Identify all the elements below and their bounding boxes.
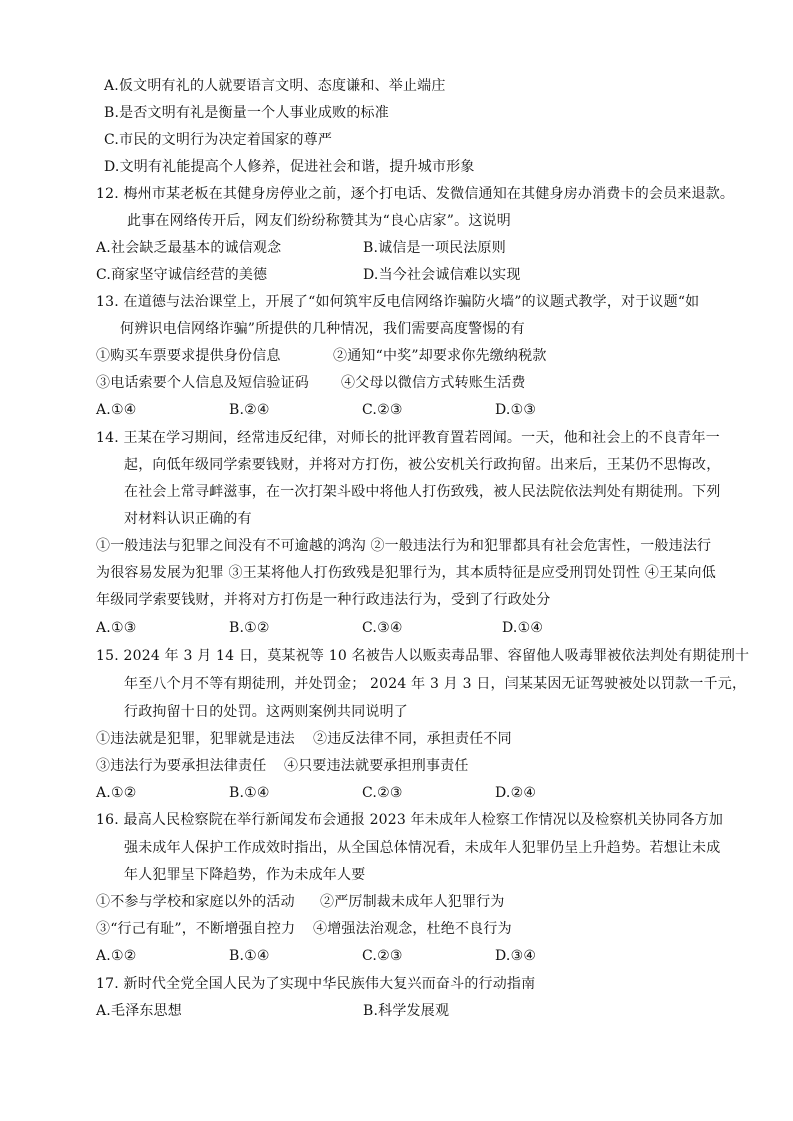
q15-stem-line1: 15. 2024 年 3 月 14 日，莫某祝等 10 名被告人以贩卖毒品罪、容留他人吸毒罪被依法判处有期徒刑十 [96, 648, 750, 664]
q16-option-a: A.①② [96, 948, 137, 964]
q13-option-c: C.②③ [362, 402, 403, 418]
q13-statement-2: ②通知“中奖”却要求你先缴纳税款 [333, 348, 547, 364]
q11-option-b: B.是否文明有礼是衡量一个人事业成败的标准 [104, 105, 389, 121]
q11-option-c: C.市民的文明行为决定着国家的尊严 [104, 132, 333, 148]
q17-stem-line1: 17. 新时代全党全国人民为了实现中华民族伟大复兴而奋斗的行动指南 [96, 976, 536, 992]
q16-statement-2: ②严厉制裁未成年人犯罪行为 [320, 894, 505, 910]
q14-stem-line1: 14. 王某在学习期间，经常违反纪律，对师长的批评教育置若罔闻。一天，他和社会上的不良青年一 [96, 430, 720, 446]
q15-option-b: B.①④ [229, 785, 270, 801]
q15-statement-3: ③违法行为要承担法律责任 [96, 758, 267, 774]
q13-statement-1: ①购买车票要求提供身份信息 [96, 348, 281, 364]
q17-option-b: B.科学发展观 [363, 1003, 450, 1019]
q16-option-d: D.③④ [495, 948, 537, 964]
q14-stem-line3: 在社会上常寻衅滋事，在一次打架斗殴中将他人打伤致残，被人民法院依法判处有期徒刑。下列 [124, 484, 721, 500]
q14-option-a: A.①③ [96, 620, 137, 636]
q13-option-b: B.②④ [229, 402, 270, 418]
q15-option-a: A.①② [96, 785, 137, 801]
q13-stem-line2: 何辨识电信网络诈骗”所提供的几种情况，我们需要高度警惕的有 [120, 321, 525, 337]
q15-option-c: C.②③ [362, 785, 403, 801]
q15-stem-line3: 行政拘留十日的处罚。这两则案例共同说明了 [124, 704, 408, 720]
q14-option-b: B.①② [229, 620, 270, 636]
q13-statement-4: ④父母以微信方式转账生活费 [341, 375, 526, 391]
q13-option-d: D.①③ [495, 402, 537, 418]
q12-option-d: D.当今社会诚信难以实现 [363, 267, 521, 283]
q12-option-a: A.社会缺乏最基本的诚信观念 [96, 240, 282, 256]
q14-statements-line3: 年级同学索要钱财，并将对方打伤是一种行政违法行为，受到了行政处分 [96, 592, 551, 608]
q13-statement-3: ③电话索要个人信息及短信验证码 [96, 375, 309, 391]
q14-option-d: D.①④ [502, 620, 544, 636]
q14-option-c: C.③④ [362, 620, 403, 636]
q14-stem-line4: 对材料认识正确的有 [124, 511, 252, 527]
q15-statement-1: ①违法就是犯罪，犯罪就是违法 [96, 731, 295, 747]
q14-stem-line2: 起，向低年级同学索要钱财，并将对方打伤，被公安机关行政拘留。出来后，王某仍不思悔改， [124, 457, 721, 473]
q16-stem-line1: 16. 最高人民检察院在举行新闻发布会通报 2023 年未成年人检察工作情况以及检察机关协同各方加 [96, 812, 724, 828]
q16-statement-4: ④增强法治观念，杜绝不良行为 [313, 921, 512, 937]
q13-option-a: A.①④ [96, 402, 137, 418]
q11-option-d: D.文明有礼能提高个人修养，促进社会和谐，提升城市形象 [104, 159, 475, 175]
q13-stem-line1: 13. 在道德与法治课堂上，开展了“如何筑牢反电信网络诈骗防火墙”的议题式教学，对于议题“如 [96, 294, 700, 310]
q12-option-b: B.诚信是一项民法原则 [363, 240, 506, 256]
q12-option-c: C.商家坚守诚信经营的美德 [96, 267, 268, 283]
q16-option-b: B.①④ [229, 948, 270, 964]
q16-statement-3: ③“行己有耻”，不断增强自控力 [96, 921, 296, 937]
q16-statement-1: ①不参与学校和家庭以外的活动 [96, 894, 295, 910]
q11-option-a: A.仮文明有礼的人就要语言文明、态度谦和、举止端庄 [104, 78, 446, 94]
q15-stem-line2: 年至八个月不等有期徒刑，并处罚金； 2024 年 3 月 3 日，闫某某因无证驾驶被处以罚款一千元， [124, 676, 747, 692]
q12-stem-line1: 12. 梅州市某老板在其健身房停业之前，逐个打电话、发微信通知在其健身房办消费卡的会员来退款。 [96, 186, 735, 202]
q17-option-a: A.毛泽东思想 [96, 1003, 182, 1019]
q16-stem-line2: 强未成年人保护工作成效时指出，从全国总体情况看，未成年人犯罪仍呈上升趋势。若想让未成 [124, 840, 721, 856]
q15-statement-2: ②违反法律不同，承担责任不同 [313, 731, 512, 747]
q15-statement-4: ④只要违法就要承担刑事责任 [284, 758, 469, 774]
q16-option-c: C.②③ [362, 948, 403, 964]
q16-stem-line3: 年人犯罪呈下降趋势，作为未成年人要 [124, 867, 366, 883]
q14-statements-line2: 为很容易发展为犯罪 ③王某将他人打伤致残是犯罪行为，其本质特征是应受刑罚处罚性 ④王某向低 [96, 565, 716, 581]
q14-statements-line1: ①一般违法与犯罪之间没有不可逾越的鸿沟 ②一般违法行为和犯罪都具有社会危害性，一般违法行 [96, 538, 712, 554]
q15-option-d: D.②④ [495, 785, 537, 801]
q12-stem-line2: 此事在网络传开后，网友们纷纷称赞其为“良心店家”。这说明 [127, 213, 511, 229]
